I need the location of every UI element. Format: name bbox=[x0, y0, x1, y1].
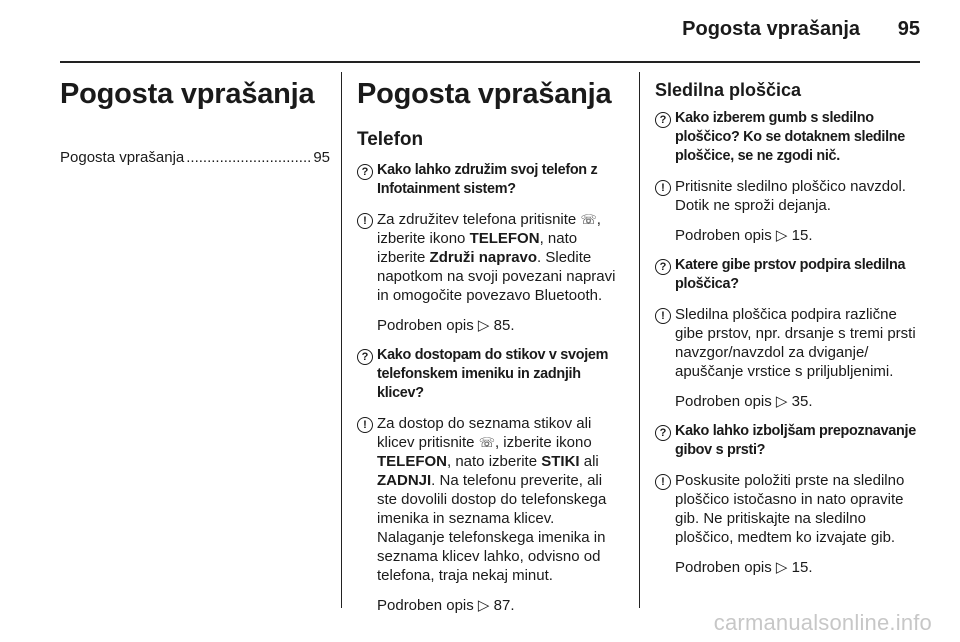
toc-entry[interactable] bbox=[60, 149, 330, 166]
section-title: Pogosta vprašanja bbox=[357, 78, 612, 110]
question-text: Katere gibe prstov podpira sledilna ploščica? bbox=[675, 257, 906, 292]
question-item bbox=[655, 256, 923, 294]
reference-link[interactable]: Podroben opis ▷ 15. bbox=[675, 227, 813, 244]
question-item bbox=[357, 346, 625, 403]
column-1 bbox=[60, 72, 330, 166]
answer-text: Poskusite položiti prste na sledilno ploščico istočasno in nato opravite gib. Ne pritiskajte na sledilno ploščico, medtem ko izvajate gib. bbox=[675, 472, 905, 546]
column-divider bbox=[341, 72, 342, 608]
reference-arrow-icon: ▷ bbox=[775, 393, 788, 410]
question-circle-icon: ? bbox=[357, 349, 373, 365]
exclamation-circle-icon: ! bbox=[655, 308, 671, 324]
question-circle-icon: ? bbox=[655, 259, 671, 275]
toc-page: 95 bbox=[313, 149, 330, 166]
question-item bbox=[655, 422, 923, 460]
answer-text: Za dostop do seznama stikov ali klicev pritisnite ☏, izberite ikono TELEFON, nato izberite STIKI ali ZADNJI. Na telefonu preverite, ali ste dovolili dostop do telefonskega imenika in seznama klicev. Nalaganje telefonskega imenika in seznama klicev lahko, odvisno od telefona, traja nekaj minut. bbox=[377, 415, 607, 584]
question-item bbox=[357, 161, 625, 199]
reference-arrow-icon: ▷ bbox=[477, 317, 490, 334]
exclamation-circle-icon: ! bbox=[655, 180, 671, 196]
question-text: Kako dostopam do stikov v svojem telefonskem imeniku in zadnjih klicev? bbox=[377, 347, 609, 401]
toc-leader-dots bbox=[186, 149, 311, 166]
reference-link[interactable]: Podroben opis ▷ 85. bbox=[377, 317, 515, 334]
answer-item bbox=[655, 305, 923, 381]
answer-item bbox=[655, 177, 923, 215]
answer-item bbox=[655, 471, 923, 547]
column-3 bbox=[655, 72, 923, 588]
subheading-sledilna-ploscica: Sledilna ploščica bbox=[655, 80, 802, 100]
answer-item bbox=[357, 210, 625, 305]
reference-arrow-icon: ▷ bbox=[477, 597, 490, 614]
question-item bbox=[655, 109, 923, 166]
answer-item bbox=[357, 414, 625, 585]
toc-label: Pogosta vprašanja bbox=[60, 149, 185, 166]
column-2 bbox=[357, 72, 625, 626]
question-text: Kako lahko izboljšam prepoznavanje gibov s prsti? bbox=[675, 423, 916, 458]
exclamation-circle-icon: ! bbox=[357, 417, 373, 433]
question-circle-icon: ? bbox=[655, 112, 671, 128]
reference-arrow-icon: ▷ bbox=[775, 559, 788, 576]
question-circle-icon: ? bbox=[655, 425, 671, 441]
watermark-text: carmanualsonline.info bbox=[713, 610, 932, 635]
question-text: Kako lahko združim svoj telefon z Infotainment sistem? bbox=[377, 162, 598, 197]
chapter-title: Pogosta vprašanja bbox=[60, 78, 315, 110]
reference-link[interactable]: Podroben opis ▷ 15. bbox=[675, 559, 813, 576]
column-divider bbox=[639, 72, 640, 608]
answer-text: Sledilna ploščica podpira različne gibe prstov, npr. drsanje s tremi prsti navzgor/navzdol za dviganje/ apuščanje vrstice s priljubljenimi. bbox=[675, 306, 916, 380]
question-circle-icon: ? bbox=[357, 164, 373, 180]
page-header bbox=[0, 0, 960, 62]
reference-link[interactable]: Podroben opis ▷ 87. bbox=[377, 597, 515, 614]
phone-icon: ☏ bbox=[478, 435, 495, 450]
exclamation-circle-icon: ! bbox=[357, 213, 373, 229]
exclamation-circle-icon: ! bbox=[655, 474, 671, 490]
reference-arrow-icon: ▷ bbox=[775, 227, 788, 244]
answer-text: Za združitev telefona pritisnite ☏, izberite ikono TELEFON, nato izberite Združi napravo. Sledite napotkom na svoji povezani napravi in omogočite povezavo Bluetooth. bbox=[377, 211, 616, 304]
reference-link[interactable]: Podroben opis ▷ 35. bbox=[675, 393, 813, 410]
answer-text: Pritisnite sledilno ploščico navzdol. Dotik ne sproži dejanja. bbox=[675, 178, 906, 214]
page-number: 95 bbox=[897, 18, 920, 40]
subheading-telefon: Telefon bbox=[357, 129, 424, 150]
running-header-title: Pogosta vprašanja bbox=[682, 18, 860, 40]
phone-icon: ☏ bbox=[580, 212, 597, 227]
question-text: Kako izberem gumb s sledilno ploščico? Ko se dotaknem sledilne ploščice, se ne zgodi nič. bbox=[675, 110, 906, 164]
header-divider bbox=[60, 61, 920, 63]
